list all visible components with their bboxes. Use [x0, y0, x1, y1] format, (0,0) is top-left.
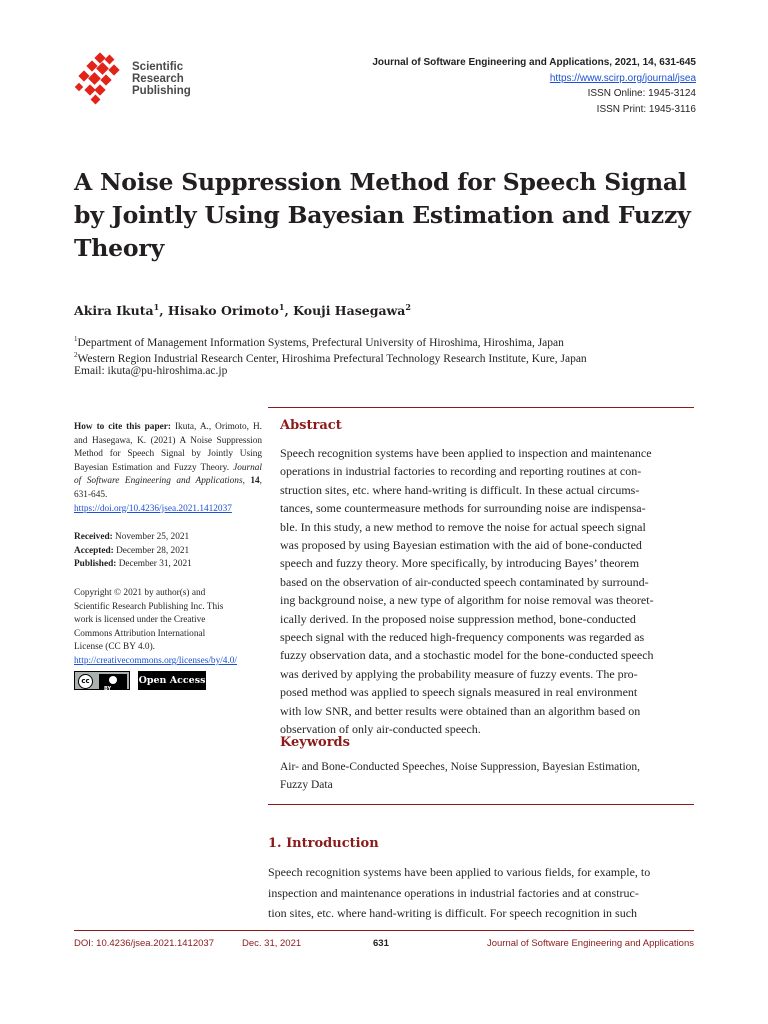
- published-date: December 31, 2021: [118, 559, 192, 570]
- cc-icon: cc: [78, 674, 93, 689]
- cite-text: Ikuta, A., Orimoto, H. and Hasegawa, K. (2021) A Noise Suppression Method for Speech Signal by Jointly Using Bayesian Estimation and Fuzzy Theory.: [74, 422, 263, 473]
- abstract-line: speech signal with the reduced high-frequency components was regarded as: [280, 630, 645, 645]
- keywords-body: [280, 758, 691, 795]
- abstract-line: ically derived. In the proposed noise suppression method, bone-conducted: [280, 611, 636, 626]
- publisher-name: [132, 61, 191, 97]
- introduction-line: inspection and maintenance operations in industrial factories and at construc-: [268, 885, 639, 900]
- author-sep: ,: [284, 303, 294, 319]
- license-badges: [74, 671, 262, 690]
- abstract-line: ble. In this study, a new method to remove the noise for actual speech signal: [280, 519, 646, 534]
- keywords-line: Fuzzy Data: [280, 779, 333, 792]
- how-to-cite: How to cite this paper: Ikuta, A., Orimoto, H. and Hasegawa, K. (2021) A Noise Suppression Method for Speech Signal by Jointly Using Bayesian Estimation and Fuzzy Theory. Journal of Software Engineering and Applications, 14, 631-645. https://doi.org/10.4236/jsea.2021.1412037: [74, 422, 263, 514]
- abstract-body: [280, 444, 691, 739]
- page-number: 631: [373, 938, 389, 949]
- introduction-line: Speech recognition systems have been applied to various fields, for example, to: [268, 865, 651, 879]
- abstract-line: fuzzy observation data, and a stochastic model for the bone-conducted speech: [280, 648, 654, 663]
- author-sup: 2: [405, 302, 411, 312]
- footer-journal: Journal of Software Engineering and Applications: [486, 938, 694, 949]
- abstract-line: operations in industrial factories to recording and reporting routines at con-: [280, 464, 642, 479]
- journal-meta: [372, 55, 696, 117]
- publication-dates: [74, 531, 262, 572]
- published-label: Published:: [74, 559, 117, 570]
- abstract-line: tances, some countermeasure methods for surrounding noise are indispensa-: [280, 501, 646, 516]
- keywords-bottom-rule: [268, 804, 694, 805]
- journal-citation: Journal of Software Engineering and Applications, 2021, 14, 631-645: [372, 57, 696, 68]
- cite-label: How to cite this paper:: [74, 422, 171, 432]
- abstract-line: struction sites, etc. where hand-writing is difficult. In these actual circums-: [280, 482, 640, 497]
- issn-online: ISSN Online: 1945-3124: [587, 88, 696, 99]
- copyright-notice: Copyright © 2021 by author(s) and Scientific Research Publishing Inc. This work is licensed under the Creative Commons Attribution International License (CC BY 4.0).: [74, 588, 224, 653]
- abstract-line: posed method was applied to speech signals measured in real environment: [280, 685, 638, 700]
- accepted-date: December 28, 2021: [116, 545, 190, 556]
- author-name: Kouji Hasegawa: [293, 303, 406, 319]
- published-row: [74, 558, 262, 572]
- by-icon: [99, 674, 127, 692]
- abstract-line: based on the observation of air-conducted speech contaminated by surround-: [280, 574, 649, 589]
- publisher-line: Scientific: [132, 61, 184, 73]
- abstract-top-rule: [268, 407, 694, 408]
- issn-print: ISSN Print: 1945-3116: [596, 103, 696, 115]
- introduction-line: tion sites, etc. where hand-writing is difficult. For speech recognition in such: [268, 906, 638, 920]
- license-link[interactable]: http://creativecommons.org/licenses/by/4.0/: [74, 656, 238, 666]
- scirp-diamond-logo-icon: [74, 52, 130, 108]
- author-list: [74, 302, 411, 318]
- footer-date: Dec. 31, 2021: [242, 938, 302, 949]
- cite-journal: Journal of Software Engineering and Applications: [74, 462, 263, 487]
- journal-url-link[interactable]: https://www.scirp.org/journal/jsea: [549, 72, 696, 84]
- received-label: Received:: [74, 532, 113, 542]
- abstract-line: ing background noise, a new type of algorithm for noise removal was theoret-: [280, 593, 654, 608]
- abstract-line: with low SNR, and better results were obtained than an algorithm based on: [280, 703, 641, 718]
- abstract-line: observation of only air-conducted speech.: [280, 722, 481, 737]
- received-row: [74, 531, 262, 545]
- introduction-body: [268, 862, 694, 924]
- cite-volume: 14: [250, 476, 260, 487]
- introduction-heading: 1. Introduction: [268, 836, 379, 851]
- author-name: Akira Ikuta: [74, 303, 154, 319]
- abstract-line: Speech recognition systems have been applied to inspection and maintenance: [280, 446, 652, 460]
- publisher-line: Research: [132, 73, 184, 85]
- footer-rule: [74, 930, 694, 931]
- abstract-line: was proposed by using Bayesian estimation with the aid of bone-conducted: [280, 538, 642, 553]
- publisher-logo: [74, 52, 200, 108]
- open-access-badge[interactable]: Open Access: [138, 671, 206, 690]
- author-email: Email: ikuta@pu-hiroshima.ac.jp: [74, 365, 228, 377]
- by-label: BY: [104, 686, 112, 692]
- affiliation-text: Western Region Industrial Research Center, Hiroshima Prefectural Technology Research Institute, Kure, Japan: [77, 352, 587, 365]
- cc-by-badge[interactable]: [74, 671, 130, 690]
- paper-title: A Noise Suppression Method for Speech Signal by Jointly Using Bayesian Estimation and Fuzzy Theory: [74, 168, 691, 262]
- cite-pages: , 631-645.: [74, 476, 262, 500]
- author-sup: 1: [153, 302, 160, 312]
- keywords-line: Air- and Bone-Conducted Speeches, Noise Suppression, Bayesian Estimation,: [280, 761, 641, 773]
- publisher-line: Publishing: [132, 85, 191, 97]
- abstract-heading: Abstract: [280, 418, 342, 433]
- abstract-line: was derived by applying the probability measure of fuzzy events. The pro-: [280, 666, 638, 681]
- affiliation-sup: 1: [74, 335, 78, 343]
- keywords-heading: Keywords: [280, 735, 350, 750]
- author-name: Hisako Orimoto: [167, 303, 279, 319]
- author-sup: 1: [278, 302, 285, 312]
- footer-doi[interactable]: DOI: 10.4236/jsea.2021.1412037: [74, 938, 214, 949]
- abstract-line: speech and fuzzy theory. More specifically, by introducing Bayes’ theorem: [280, 556, 640, 571]
- cite-doi-link[interactable]: https://doi.org/10.4236/jsea.2021.1412037: [74, 503, 232, 514]
- received-date: November 25, 2021: [115, 532, 190, 542]
- accepted-row: [74, 545, 262, 559]
- affiliation-text: Department of Management Information Systems, Prefectural University of Hiroshima, Hiroshima, Japan: [77, 336, 564, 349]
- accepted-label: Accepted:: [74, 545, 114, 556]
- affiliation-sup: 2: [74, 351, 78, 359]
- author-sep: ,: [159, 303, 168, 319]
